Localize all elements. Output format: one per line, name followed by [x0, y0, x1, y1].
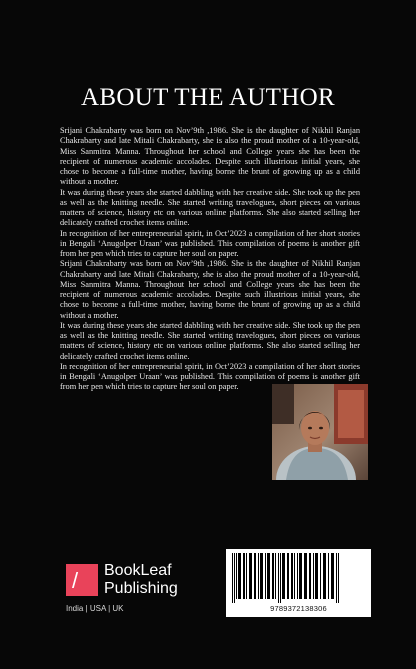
barcode-bar: [278, 553, 279, 603]
barcode-bar: [272, 553, 274, 599]
barcode-bar: [331, 553, 334, 599]
barcode-bar: [254, 553, 256, 599]
barcode-bar: [304, 553, 307, 599]
author-photo: [272, 384, 368, 480]
bio-paragraph: Srijani Chakrabarty was born on Nov’9th ,1986. She is the daughter of Nikhil Ranjan Chakrabarty and late Mitali Chakrabarty, she is also the proud mother of a 10-year-old, Miss Sanmitra Manna. Throughout her school and College years she has been the recipient of numerous academic accolades. Despite such illustrious initial years, she chose to become a full-time mother, having borne the brunt of growing up as a child without a mother.: [60, 126, 360, 187]
publisher-regions: India | USA | UK: [66, 604, 124, 613]
barcode-bar: [287, 553, 289, 599]
barcode-bar: [282, 553, 285, 599]
barcode-bar: [246, 553, 247, 599]
barcode-bars: [226, 549, 371, 605]
section-title: ABOUT THE AUTHOR: [81, 84, 335, 111]
barcode-bar: [291, 553, 293, 599]
barcode-bar: [320, 553, 321, 599]
publisher-logo: [66, 562, 206, 614]
barcode-bar: [275, 553, 276, 599]
bio-paragraph: In recognition of her entrepreneurial spirit, in Oct’2023 a compilation of her short stories in Bengali ‘Anugolper Uraan’ was published. This compilation of poems is another gift from her pen which tries to capture her soul on paper.: [60, 228, 360, 258]
barcode-bar: [243, 553, 245, 599]
barcode-bar: [338, 553, 339, 603]
publisher-name-line2: Publishing: [104, 580, 178, 597]
barcode-bar: [236, 553, 237, 599]
logo-slash: /: [72, 568, 79, 593]
barcode-bar: [280, 553, 281, 603]
barcode-bar: [267, 553, 270, 599]
barcode-bar: [238, 553, 241, 599]
barcode-bar: [294, 553, 295, 599]
author-portrait-image: [272, 384, 368, 480]
barcode-bar: [258, 553, 259, 599]
barcode-bar: [336, 553, 337, 603]
isbn-number: 9789372138306: [270, 604, 327, 613]
barcode-bar: [232, 553, 233, 603]
barcode-bar: [234, 553, 235, 603]
author-bio: [60, 126, 360, 393]
barcode-bar: [249, 553, 252, 599]
barcode-bar: [299, 553, 302, 599]
barcode-bar: [309, 553, 311, 599]
bio-paragraph: It was during these years she started dabbling with her creative side. She took up the pen as well as the knitting needle. She started writing travelogues, short pieces on various matters of science, history etc on various online platforms. She also started selling her delicately crafted crochet items online.: [60, 187, 360, 228]
isbn-barcode: [226, 549, 371, 617]
bio-paragraph: It was during these years she started dabbling with her creative side. She took up the pen as well as the knitting needle. She started writing travelogues, short pieces on various matters of science, history etc on various online platforms. She also started selling her delicately crafted crochet items online.: [60, 320, 360, 361]
barcode-bar: [315, 553, 318, 599]
barcode-bar: [265, 553, 266, 599]
bio-paragraph: In recognition of her entrepreneurial spirit, in Oct’2023 a compilation of her short stories in Bengali ‘Anugolper Uraan’ was published. This compilation of poems is another gift from her pen which tries to capture her soul on paper.: [60, 361, 360, 392]
barcode-bar: [313, 553, 314, 599]
barcode-bar: [297, 553, 298, 599]
barcode-bar: [323, 553, 326, 599]
publisher-name-line1: BookLeaf: [104, 562, 172, 579]
bio-paragraph: Srijani Chakrabarty was born on Nov’9th ,1986. She is the daughter of Nikhil Ranjan Chakrabarty and late Mitali Chakrabarty, she is also the proud mother of a 10-year-old, Miss Sanmitra Manna. Throughout her school and College years she has been the recipient of numerous academic accolades. Despite such illustrious initial years, she chose to become a full-time mother, having borne the brunt of growing up as a child without a mother.: [60, 259, 360, 320]
barcode-bar: [260, 553, 263, 599]
barcode-bar: [328, 553, 329, 599]
logo-mark: [66, 564, 98, 596]
